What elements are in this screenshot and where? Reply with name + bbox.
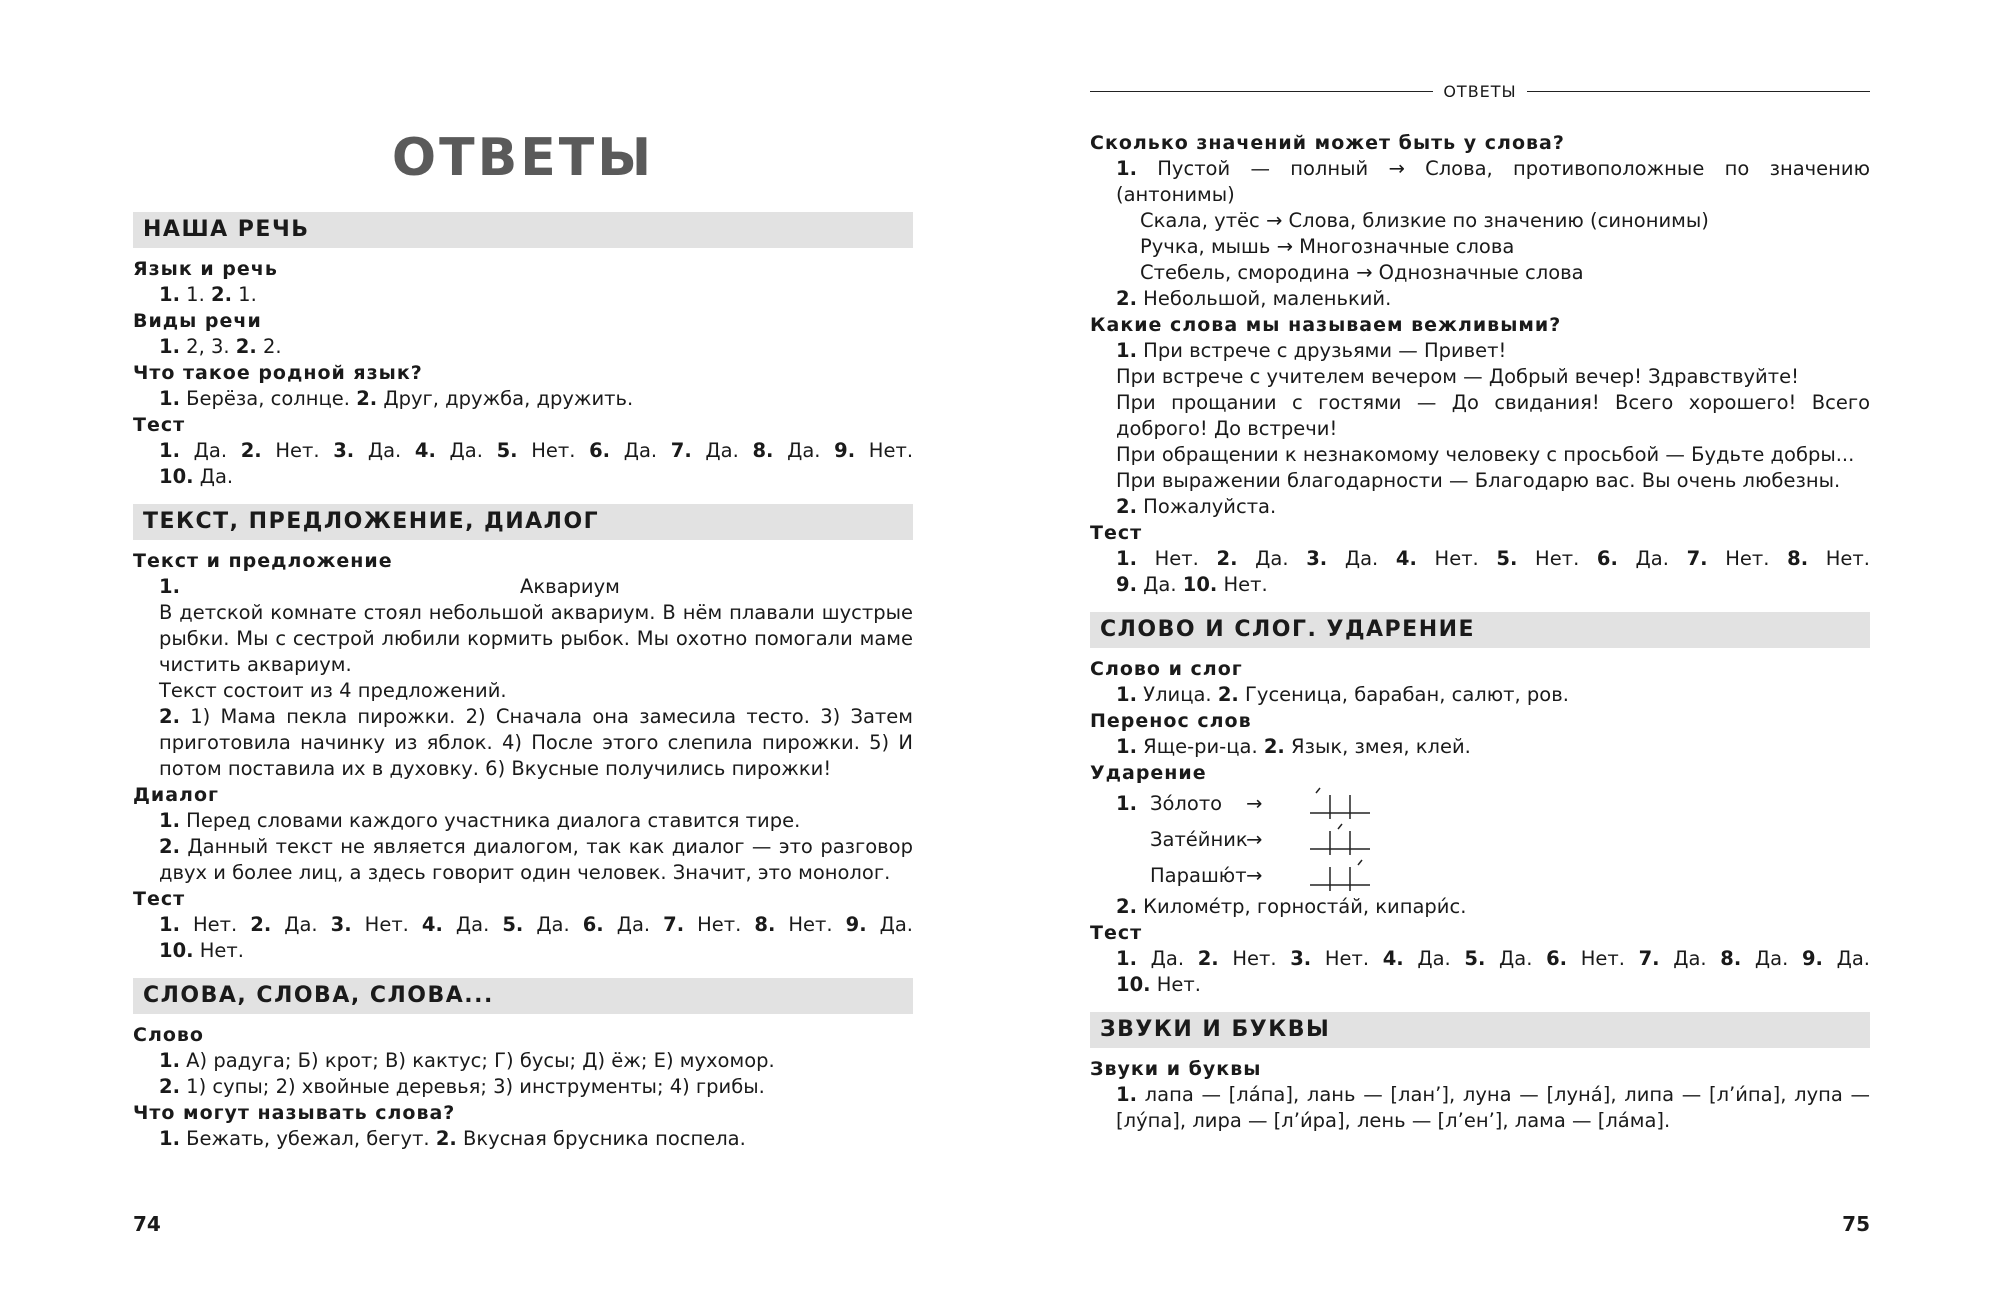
stress-row: 1. Зо́лото →	[1116, 786, 1870, 822]
section-header: ЗВУКИ И БУКВЫ	[1090, 1012, 1870, 1048]
answer-paragraph: 1. Пустой — полный → Слова, противоположные по значению (антонимы)	[1116, 157, 1870, 206]
subsection-title: Звуки и буквы	[1090, 1058, 1262, 1080]
header-rule-right	[1527, 91, 1870, 92]
stress-word: Зо́лото	[1150, 792, 1223, 815]
right-content	[1090, 130, 1870, 1134]
answer-line: 2. Киломе́тр, горноста́й, кипари́с.	[1116, 895, 1467, 918]
subsection-title: Тест	[133, 888, 186, 910]
subsection-title: Какие слова мы называем вежливыми?	[1090, 314, 1562, 336]
test-answers: 1. Да. 2. Нет. 3. Да. 4. Да. 5. Нет. 6. Да. 7. Да. 8. Да. 9. Нет.	[159, 439, 914, 462]
stress-word: Зате́йник	[1150, 828, 1248, 851]
answer-line: 1. Берёза, солнце. 2. Друг, дружба, дружить.	[159, 387, 634, 410]
answer-line: 2. 1) супы; 2) хвойные деревья; 3) инструменты; 4) грибы.	[159, 1075, 765, 1098]
test-answers: 1. Нет. 2. Да. 3. Нет. 4. Да. 5. Да. 6. Да. 7. Нет. 8. Нет. 9. Да.	[159, 913, 914, 936]
answer-line: 1. 2, 3. 2. 2.	[159, 335, 282, 358]
answer-line: Скала, утёс → Слова, близкие по значению (синонимы)	[1140, 209, 1709, 232]
subsection-title: Что такое родной язык?	[133, 362, 423, 384]
stress-scheme-icon	[1308, 823, 1372, 857]
page-number: 74	[133, 1212, 161, 1236]
subsection-title: Тест	[1090, 522, 1143, 544]
answer-paragraph: При обращении к незнакомому человеку с просьбой — Будьте добры...	[1116, 443, 1855, 466]
answer-paragraph: В детской комнате стоял небольшой аквариум. В нём плавали шустрые рыбки. Мы с сестрой любили кормить рыбок. Мы охотно помогали маме чистить аквариум.	[159, 601, 913, 676]
answer-line: 1. Аквариум	[159, 575, 620, 598]
subsection-title: Ударение	[1090, 762, 1207, 784]
answer-paragraph: 2. Данный текст не является диалогом, так как диалог — это разговор двух и более лиц, а здесь говорит один человек. Значит, это монолог.	[159, 835, 913, 884]
stress-word: Парашю́т	[1150, 864, 1247, 887]
answer-paragraph: 2. 1) Мама пекла пирожки. 2) Сначала она замесила тесто. 3) Затем приготовила начинку из яблок. 4) После этого слепила пирожки. 5) И потом поставила их в духовку. 6) Вкусные получились пирожки!	[159, 705, 913, 780]
stress-row	[1116, 822, 1870, 858]
subsection-title: Диалог	[133, 784, 219, 806]
test-answers: 10. Нет.	[1116, 973, 1201, 996]
subsection-title: Что могут называть слова?	[133, 1102, 456, 1124]
stress-row	[1116, 858, 1870, 894]
arrow-icon: →	[1246, 828, 1263, 851]
answer-line: 2. Небольшой, маленький.	[1116, 287, 1392, 310]
answer-line: 1. Яще-ри-ца. 2. Язык, змея, клей.	[1116, 735, 1471, 758]
running-head	[1090, 80, 1870, 102]
section-header: СЛОВА, СЛОВА, СЛОВА...	[133, 978, 913, 1014]
answer-line: 1. А) радуга; Б) крот; В) кактус; Г) бусы; Д) ёж; Е) мухомор.	[159, 1049, 775, 1072]
answer-line: Текст состоит из 4 предложений.	[159, 679, 507, 702]
answer-line: 1. 1. 2. 1.	[159, 283, 257, 306]
section-header: ТЕКСТ, ПРЕДЛОЖЕНИЕ, ДИАЛОГ	[133, 504, 913, 540]
answer-paragraph: 1. лапа — [ла́па], лань — [лан’], луна — [луна́], липа — [л’и́па], лупа — [лу́па], лира — [л’и́ра], лень — [л’ен’], лама — [ла́ма].	[1116, 1083, 1870, 1132]
subsection-title: Слово и слог	[1090, 658, 1243, 680]
answer-line: 1. При встрече с друзьями — Привет!	[1116, 339, 1507, 362]
answer-line: 2. Пожалуйста.	[1116, 495, 1277, 518]
subsection-title: Сколько значений может быть у слова?	[1090, 132, 1565, 154]
subsection-title: Виды речи	[133, 310, 262, 332]
answer-line: Ручка, мышь → Многозначные слова	[1140, 235, 1515, 258]
answer-line: Стебель, смородина → Однозначные слова	[1140, 261, 1584, 284]
subsection-title: Язык и речь	[133, 258, 278, 280]
answer-line: При встрече с учителем вечером — Добрый вечер! Здравствуйте!	[1116, 365, 1799, 388]
stress-block	[1090, 786, 1870, 894]
test-answers: 10. Да.	[159, 465, 234, 488]
left-content	[133, 212, 913, 1152]
page-number: 75	[1842, 1212, 1870, 1236]
test-answers: 1. Да. 2. Нет. 3. Нет. 4. Да. 5. Да. 6. Нет. 7. Да. 8. Да. 9. Да.	[1116, 947, 1871, 970]
answer-paragraph: При прощании с гостями — До свидания! Всего хорошего! Всего доброго! До встречи!	[1116, 391, 1870, 440]
section-header: НАША РЕЧЬ	[133, 212, 913, 248]
subsection-title: Текст и предложение	[133, 550, 393, 572]
subsection-title: Перенос слов	[1090, 710, 1252, 732]
stress-scheme-icon	[1308, 787, 1372, 821]
page-title: ОТВЕТЫ	[391, 128, 655, 188]
test-answers: 1. Нет. 2. Да. 3. Да. 4. Нет. 5. Нет. 6. Да. 7. Нет. 8. Нет.	[1116, 547, 1870, 570]
answer-paragraph: При выражении благодарности — Благодарю вас. Вы очень любезны.	[1116, 469, 1841, 492]
subsection-title: Тест	[1090, 922, 1143, 944]
arrow-icon: →	[1246, 864, 1263, 887]
section-header: СЛОВО И СЛОГ. УДАРЕНИЕ	[1090, 612, 1870, 648]
subsection-title: Тест	[133, 414, 186, 436]
arrow-icon: →	[1246, 792, 1263, 815]
stress-scheme-icon	[1308, 859, 1372, 893]
answer-line: 1. Улица. 2. Гусеница, барабан, салют, ров.	[1116, 683, 1569, 706]
running-head-text: ОТВЕТЫ	[1443, 81, 1517, 101]
header-rule-left	[1090, 91, 1433, 92]
test-answers: 9. Да. 10. Нет.	[1116, 573, 1268, 596]
answer-line: 1. Бежать, убежал, бегут. 2. Вкусная брусника поспела.	[159, 1127, 746, 1150]
test-answers: 10. Нет.	[159, 939, 244, 962]
answer-line: 1. Перед словами каждого участника диалога ставится тире.	[159, 809, 801, 832]
subsection-title: Слово	[133, 1024, 204, 1046]
